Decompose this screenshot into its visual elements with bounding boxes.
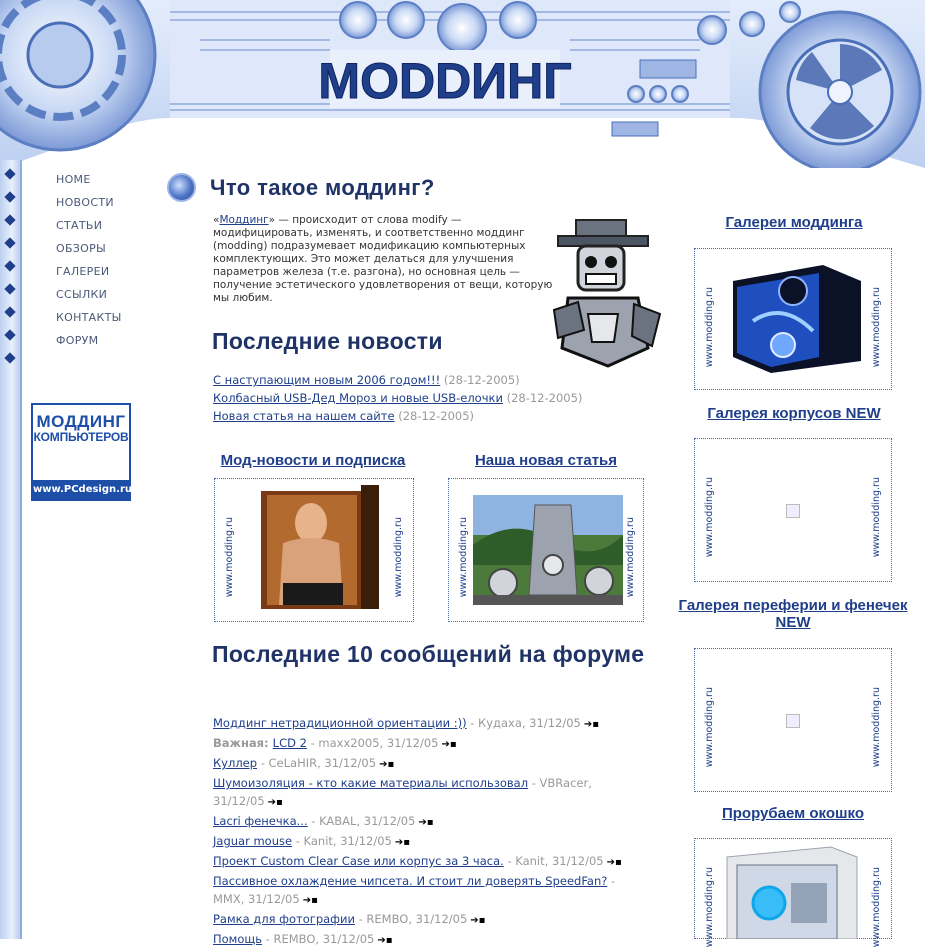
- forum-meta: - KABAL, 31/12/05: [307, 814, 416, 828]
- gallery-periph-frame[interactable]: [694, 648, 892, 792]
- article-photo-image: [473, 495, 623, 605]
- goto-last-post-icon[interactable]: ➔▪: [377, 935, 393, 946]
- forum-meta: - REMBO, 31/12/05: [262, 932, 375, 946]
- forum-topic-link[interactable]: Lacri фенечка...: [213, 814, 308, 828]
- banner-line1: МОДДИНГ: [36, 412, 126, 431]
- nav-bullet-icon: [4, 283, 15, 294]
- window-cut-frame[interactable]: [694, 838, 892, 948]
- list-item: [213, 774, 633, 812]
- pcdesign-banner[interactable]: [31, 403, 131, 501]
- forum-meta: - Kanit, 31/12/05: [292, 834, 392, 848]
- goto-last-post-icon[interactable]: ➔▪: [418, 817, 434, 828]
- main-nav: [56, 168, 156, 352]
- list-item: [213, 389, 582, 407]
- goto-last-post-icon[interactable]: ➔▪: [470, 915, 486, 926]
- gallery-case-image: [723, 261, 863, 375]
- gallery-title[interactable]: Галереи моддинга: [725, 214, 863, 231]
- forum-meta: - Кудаха, 31/12/05: [466, 716, 581, 730]
- news-heading: Последние новости: [212, 328, 443, 354]
- site-logo[interactable]: MODDИНГ: [318, 53, 572, 109]
- goto-last-post-icon[interactable]: ➔▪: [394, 837, 411, 848]
- nav-item-articles[interactable]: СТАТЬИ: [56, 219, 103, 232]
- nav-bullet-icon: [4, 237, 15, 248]
- goto-last-post-icon[interactable]: ➔▪: [302, 895, 318, 906]
- nav-bullet-icon: [4, 191, 15, 202]
- watermark-label: www.modding.ru: [704, 287, 715, 368]
- watermark-label: www.modding.ru: [871, 287, 882, 368]
- forum-list: [213, 714, 633, 950]
- new-article-frame[interactable]: [448, 478, 644, 622]
- goto-last-post-icon[interactable]: ➔▪: [379, 759, 395, 770]
- list-item: [213, 832, 633, 852]
- list-item: [213, 852, 633, 872]
- list-item: [213, 910, 633, 930]
- broken-image-icon: [786, 504, 800, 518]
- mod-news-title[interactable]: Мод-новости и подписка: [220, 452, 406, 469]
- watermark-label: www.modding.ru: [704, 867, 715, 948]
- news-date: (28-12-2005): [398, 409, 475, 423]
- list-item: [213, 714, 633, 734]
- intro-open-quote: «: [213, 214, 220, 226]
- intro-modding-link[interactable]: Моддинг: [219, 214, 269, 226]
- list-item: [213, 371, 582, 389]
- goto-last-post-icon[interactable]: ➔▪: [583, 719, 599, 730]
- site-header: [0, 0, 925, 168]
- forum-meta: - Kanit, 31/12/05: [503, 854, 604, 868]
- forum-meta: - VBRacer, 31/12/05: [213, 776, 592, 808]
- nav-item-forum[interactable]: ФОРУМ: [56, 334, 99, 347]
- gallery-cases-frame[interactable]: [694, 438, 892, 582]
- watermark-label: www.modding.ru: [458, 517, 469, 598]
- watermark-label: www.modding.ru: [871, 477, 882, 558]
- forum-topic-link[interactable]: Jaguar mouse: [213, 834, 293, 848]
- page-title: Что такое моддинг?: [210, 175, 435, 200]
- nav-bullet-icon: [4, 352, 15, 363]
- nav-bullet-icon: [4, 306, 15, 317]
- nav-item-links[interactable]: ССЫЛКИ: [56, 288, 108, 301]
- nav-item-reviews[interactable]: ОБЗОРЫ: [56, 242, 107, 255]
- list-item: [213, 734, 633, 754]
- forum-topic-link[interactable]: Куллер: [213, 756, 258, 770]
- important-label: Важная:: [213, 736, 273, 750]
- robot-mascot-image: [548, 218, 666, 368]
- nav-bullet-icon: [4, 214, 15, 225]
- forum-meta: - MMX, 31/12/05: [213, 874, 616, 906]
- banner-line2: КОМПЬЮТЕРОВ: [33, 430, 129, 444]
- broken-image-icon: [786, 714, 800, 728]
- forum-heading: Последние 10 сообщений на форуме: [212, 641, 645, 667]
- banner-url: www.PCdesign.ru: [33, 480, 129, 499]
- watermark-label: www.modding.ru: [625, 517, 636, 598]
- nav-item-galleries[interactable]: ГАЛЕРЕИ: [56, 265, 110, 278]
- window-cut-title[interactable]: Прорубаем окошко: [721, 805, 865, 822]
- nav-bullet-icon: [4, 329, 15, 340]
- watermark-label: www.modding.ru: [224, 517, 235, 598]
- forum-topic-link[interactable]: Проект Custom Clear Case или корпус за 3 часа.: [213, 854, 504, 868]
- forum-meta: - CeLaHIR, 31/12/05: [257, 756, 377, 770]
- goto-last-post-icon[interactable]: ➔▪: [441, 739, 457, 750]
- nav-bullet-icon: [4, 168, 15, 179]
- nav-bullet-icon: [4, 260, 15, 271]
- gallery-frame[interactable]: [694, 248, 892, 390]
- left-decor-bar: [0, 160, 22, 939]
- list-item: [213, 930, 633, 950]
- gallery-cases-title[interactable]: Галерея корпусов NEW: [707, 405, 881, 422]
- news-date: (28-12-2005): [443, 373, 520, 387]
- goto-last-post-icon[interactable]: ➔▪: [267, 797, 283, 808]
- intro-text: [213, 214, 553, 305]
- forum-topic-link[interactable]: Шумоизоляция - кто какие материалы использовал: [213, 776, 529, 790]
- nav-item-home[interactable]: HOME: [56, 173, 91, 186]
- new-article-title[interactable]: Наша новая статья: [474, 452, 618, 469]
- watermark-label: www.modding.ru: [704, 477, 715, 558]
- list-item: [213, 872, 633, 910]
- forum-topic-link[interactable]: Помощь: [213, 932, 263, 946]
- news-list: [213, 371, 582, 425]
- goto-last-post-icon[interactable]: ➔▪: [606, 857, 622, 868]
- nav-item-news[interactable]: НОВОСТИ: [56, 196, 114, 209]
- intro-body: » — происходит от слова modify — модифицировать, изменять, и соответственно моддинг (modding) подразумевает модификацию компьютерных комплектующих. Это может делаться для улучшения параметров железа (т.е. разгона), но основная цель — получение эстетического удовлетворения от вещи, которую мы любим.: [213, 214, 553, 304]
- forum-meta: - REMBO, 31/12/05: [354, 912, 468, 926]
- list-item: [213, 407, 582, 425]
- news-date: (28-12-2005): [506, 391, 583, 405]
- forum-topic-link[interactable]: Пассивное охлаждение чипсета. И стоит ли доверять SpeedFan?: [213, 874, 608, 888]
- forum-topic-link[interactable]: Моддинг нетрадиционной ориентации :)): [213, 716, 467, 730]
- news-link[interactable]: С наступающим новым 2006 годом!!!: [213, 373, 441, 387]
- list-item: [213, 812, 633, 832]
- header-artwork: [0, 0, 925, 168]
- watermark-label: www.modding.ru: [871, 867, 882, 948]
- window-case-image: [721, 843, 861, 939]
- watermark-label: www.modding.ru: [871, 687, 882, 768]
- gallery-periph-title[interactable]: Галерея переферии и фенечек NEW: [678, 597, 908, 631]
- forum-topic-link[interactable]: Рамка для фотографии: [213, 912, 355, 926]
- news-link[interactable]: Колбасный USB-Дед Мороз и новые USB-елочки: [213, 391, 503, 405]
- case-photo-image: [253, 483, 381, 613]
- nav-item-contacts[interactable]: КОНТАКТЫ: [56, 311, 122, 324]
- mod-news-frame[interactable]: [214, 478, 414, 622]
- watermark-label: www.modding.ru: [704, 687, 715, 768]
- title-bullet-icon: [167, 173, 196, 202]
- list-item: [213, 754, 633, 774]
- news-link[interactable]: Новая статья на нашем сайте: [213, 409, 395, 423]
- watermark-label: www.modding.ru: [393, 517, 404, 598]
- forum-meta: - maxx2005, 31/12/05: [306, 736, 439, 750]
- forum-topic-link[interactable]: LCD 2: [272, 736, 307, 750]
